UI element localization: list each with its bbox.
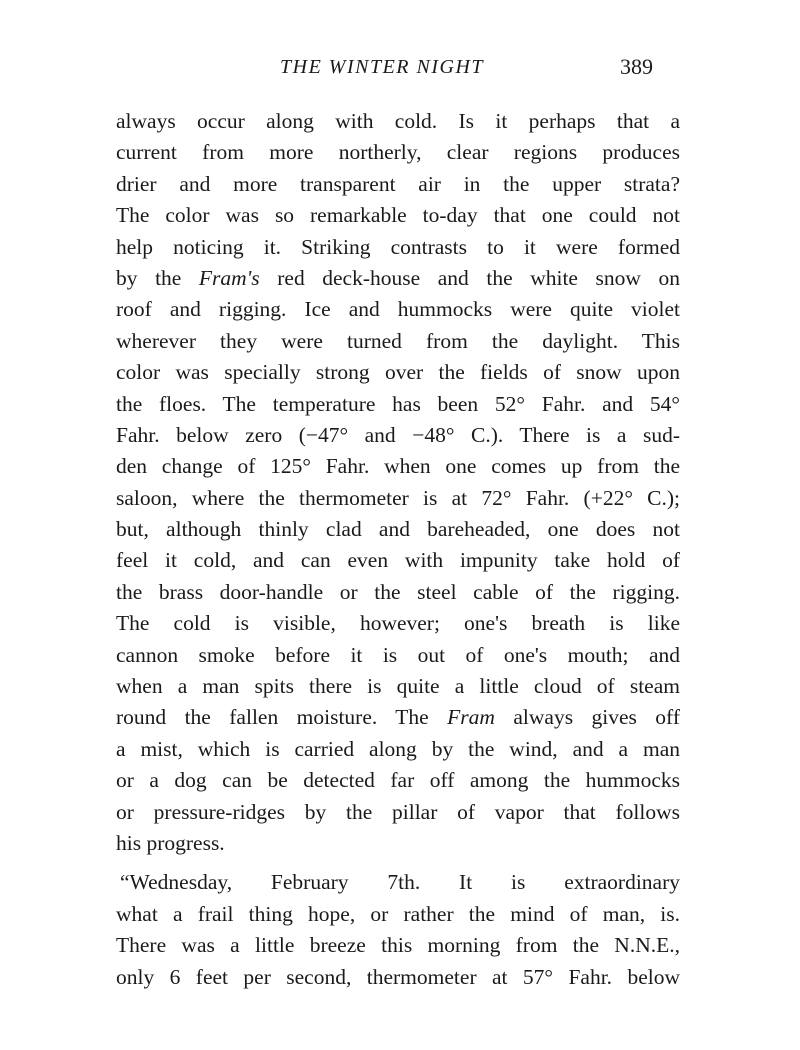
text-line: when a man spits there is quite a little cloud of steam <box>116 674 680 699</box>
text-line: color was specially strong over the fields of snow upon <box>116 360 680 385</box>
running-title: THE WINTER NIGHT <box>280 56 485 78</box>
text-line: or pressure-ridges by the pillar of vapor that follows <box>116 799 680 824</box>
text-line: saloon, where the thermometer is at 72° Fahr. (+22° C.); <box>116 485 680 510</box>
page-number: 389 <box>620 54 653 79</box>
text-line: or a dog can be detected far off among the hummocks <box>116 768 680 793</box>
text-line: “Wednesday, February 7th. It is extraordinary <box>120 870 680 895</box>
text-line: but, although thinly clad and bareheaded, one does not <box>116 517 680 542</box>
text-line: always occur along with cold. Is it perhaps that a <box>116 109 680 133</box>
text-line: a mist, which is carried along by the wind, and a man <box>116 736 680 761</box>
text-line: round the fallen moisture. The Fram always gives off <box>116 705 680 730</box>
text-line: his progress. <box>116 830 225 855</box>
text-line: what a frail thing hope, or rather the mind of man, is. <box>116 901 680 926</box>
text-line: only 6 feet per second, thermometer at 57° Fahr. below <box>116 964 680 989</box>
text-line: help noticing it. Striking contrasts to it were formed <box>116 234 680 259</box>
text-line: den change of 125° Fahr. when one comes up from the <box>116 454 680 479</box>
text-line: wherever they were turned from the daylight. This <box>116 328 680 353</box>
body-text <box>116 106 680 993</box>
text-line: feel it cold, and can even with impunity take hold of <box>116 548 680 573</box>
paragraph <box>116 106 680 859</box>
text-line: cannon smoke before it is out of one's mouth; and <box>116 642 680 667</box>
text-line: The color was so remarkable to-day that one could not <box>116 203 680 228</box>
text-line: the brass door-handle or the steel cable of the rigging. <box>116 579 680 604</box>
text-line: The cold is visible, however; one's breath is like <box>116 611 680 636</box>
text-line: the floes. The temperature has been 52° Fahr. and 54° <box>116 391 680 416</box>
text-line: roof and rigging. Ice and hummocks were quite violet <box>116 297 680 322</box>
text-line: by the Fram's red deck-house and the white snow on <box>116 265 680 290</box>
text-line: drier and more transparent air in the upper strata? <box>116 171 680 196</box>
text-line: There was a little breeze this morning from the N.N.E., <box>116 933 680 958</box>
text-line: Fahr. below zero (−47° and −48° C.). There is a sud- <box>116 422 680 447</box>
text-line: current from more northerly, clear regions produces <box>116 140 680 165</box>
paragraph <box>116 867 680 993</box>
